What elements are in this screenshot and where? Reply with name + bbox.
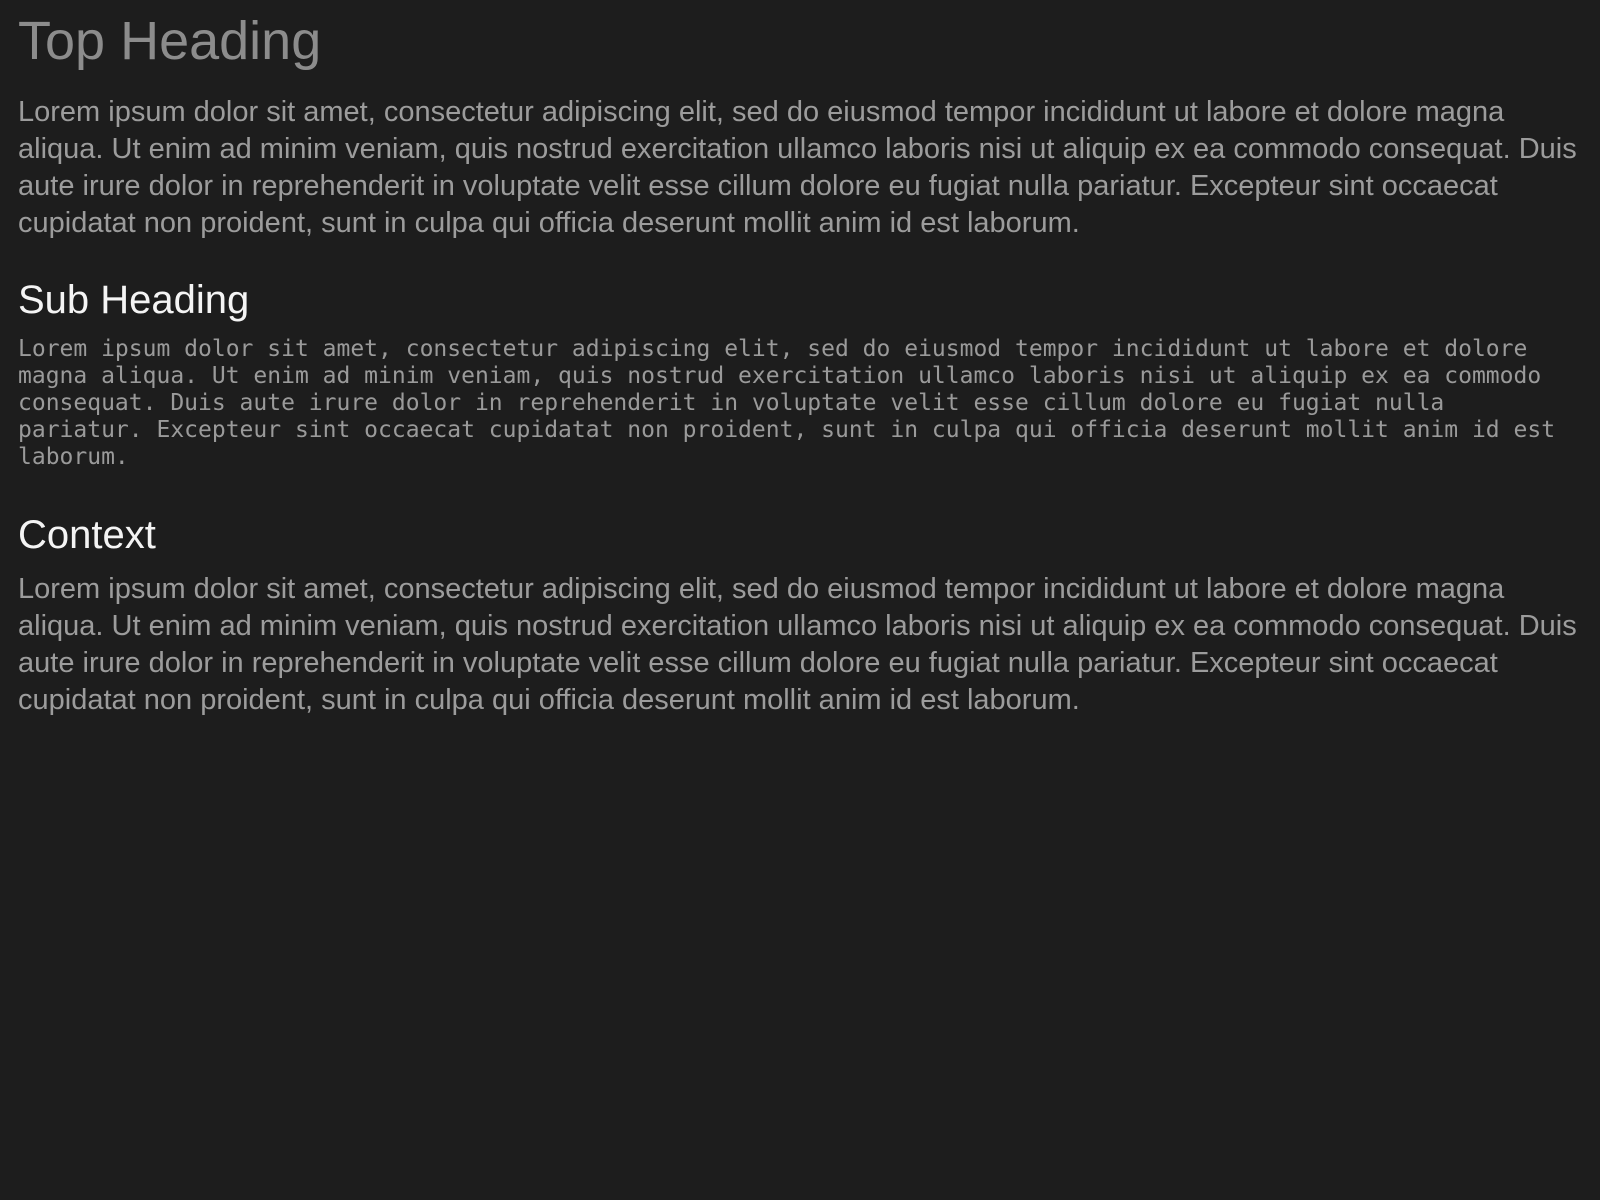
intro-paragraph: Lorem ipsum dolor sit amet, consectetur adipiscing elit, sed do eiusmod tempor incididunt ut labore et dolore magna aliqua. Ut enim ad minim veniam, quis nostrud exercitation ullamco laboris nisi ut aliquip ex ea commodo consequat. Duis aute irure dolor in reprehenderit in voluptate velit esse cillum dolore eu fugiat nulla pariatur. Excepteur sint occaecat cupidatat non proident, sunt in culpa qui officia deserunt mollit anim id est laborum. [18,96,1577,240]
context-heading: Context [18,513,156,558]
mono-paragraph: Lorem ipsum dolor sit amet, consectetur adipiscing elit, sed do eiusmod tempor incididunt ut labore et dolore magna aliqua. Ut enim ad minim veniam, quis nostrud exercitation ullamco laboris nisi ut aliquip ex ea commodo consequat. Duis aute irure dolor in reprehenderit in voluptate velit esse cillum dolore eu fugiat nulla pariatur. Excepteur sint occaecat cupidatat non proident, sunt in culpa qui officia deserunt mollit anim id est laborum. [18,336,1556,471]
document-page [18,10,1582,719]
sub-heading: Sub Heading [18,278,250,323]
context-paragraph: Lorem ipsum dolor sit amet, consectetur adipiscing elit, sed do eiusmod tempor incididunt ut labore et dolore magna aliqua. Ut enim ad minim veniam, quis nostrud exercitation ullamco laboris nisi ut aliquip ex ea commodo consequat. Duis aute irure dolor in reprehenderit in voluptate velit esse cillum dolore eu fugiat nulla pariatur. Excepteur sint occaecat cupidatat non proident, sunt in culpa qui officia deserunt mollit anim id est laborum. [18,573,1577,717]
top-heading: Top Heading [18,11,322,71]
